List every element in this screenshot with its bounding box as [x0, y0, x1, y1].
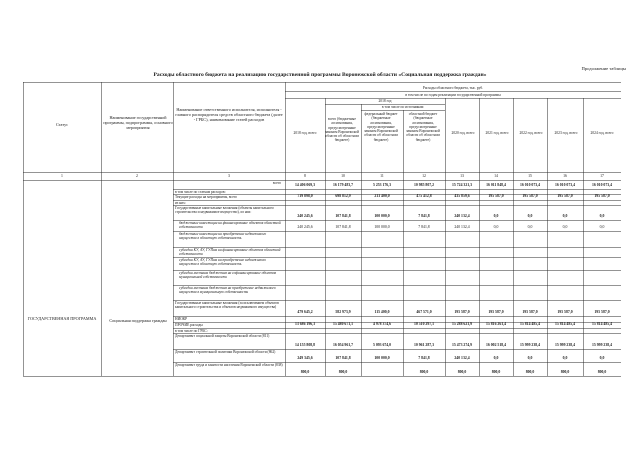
value-cell: 16 179 483,7 [333, 183, 353, 187]
header-year2018: 2018 год [378, 99, 392, 103]
column-number: 16 [563, 174, 567, 178]
column-number: 11 [380, 174, 384, 178]
column-number: 10 [341, 174, 345, 178]
value-cell: 800,0 [525, 370, 535, 374]
header-responsible: Наименование ответственного исполнителя, исполнителя - главного распорядителя средств областного бюджета (далее - ГРБС), наименование статей расходов [175, 107, 283, 122]
value-cell: 240 132,4 [454, 214, 470, 218]
value-cell: 240 245,6 [297, 225, 313, 229]
value-cell: 800,0 [491, 370, 501, 374]
row-label: Департамент строительной политики Воронежской области (862) [175, 349, 276, 354]
value-cell: 195 587,0 [488, 310, 504, 314]
value-cell: 15 999 238,4 [592, 343, 612, 347]
header-program-name: Наименование государственной программы, подпрограммы, основного мероприятия [103, 115, 173, 130]
value-cell: 698 812,9 [335, 194, 351, 198]
value-cell: 0,0 [493, 225, 499, 229]
value-cell: 7 841,8 [418, 214, 430, 218]
table-title: Расходы областного бюджета на реализацию государственной программы Воронежской области «Социальная поддержка граждан» [153, 72, 487, 78]
value-cell: 800,0 [300, 370, 310, 374]
value-cell: 800,0 [457, 370, 467, 374]
column-number: 13 [460, 174, 464, 178]
value-cell: 800,0 [419, 370, 429, 374]
value-cell: 0,0 [562, 356, 568, 360]
value-cell: 435 859,6 [454, 194, 470, 198]
value-cell: 15 816 261,4 [486, 322, 506, 326]
header-status: Статус [55, 122, 69, 127]
column-number: 8 [304, 174, 306, 178]
header-2018-sub1: всего (бюджетные ассигнования, предусмотренные законом Воронежской области об областном бюджете) [325, 117, 359, 143]
row-label: Текущие расходы на мероприятия, всего [175, 194, 237, 199]
column-number: 2 [136, 174, 138, 178]
row-label: субсидии местным бюджетам на приобретение недвижимого имущества в муниципальную собственность [179, 285, 276, 294]
value-cell: 10 985 807,2 [414, 183, 434, 187]
value-cell: 15 814 485,4 [592, 322, 612, 326]
row-label: Департамент социальной защиты Воронежской области (811) [175, 333, 270, 338]
value-cell: 195 587,0 [594, 310, 610, 314]
value-cell: 14 406 069,3 [295, 183, 315, 187]
value-cell: 15 999 238,4 [520, 343, 540, 347]
header-2018-sub2: федеральный бюджет (бюджетные ассигнования, предусмотренные законом Воронежской области об областном бюджете) [364, 112, 398, 142]
column-number: 15 [528, 174, 532, 178]
value-cell: 0,0 [599, 214, 605, 218]
value-cell: 16 010 073,4 [520, 183, 540, 187]
value-cell: 467 571,0 [416, 310, 432, 314]
value-cell: 475 412,8 [416, 194, 432, 198]
value-cell: 107 841,8 [335, 214, 351, 218]
value-cell: 15 288 621,9 [452, 322, 472, 326]
value-cell: 15 473 274,9 [452, 343, 472, 347]
row-label: из них: [175, 200, 186, 205]
value-cell: 5 253 176,3 [372, 183, 392, 187]
row-label: бюджетные инвестиции на приобретение недвижимого имущества в областную собственность [179, 231, 267, 240]
row-label: всего [272, 180, 281, 185]
row-label: Государственные капитальные вложения (за исключением объектов капитального строительства и объектов недвижимого имущества) [175, 300, 279, 309]
value-cell: 195 587,0 [557, 194, 573, 198]
expenses-table [23, 82, 621, 442]
row-label: субсидии местным бюджетам на софинансирование объектов муниципальной собственности [179, 270, 277, 279]
header-incl-sources: в том числе по источникам: [381, 105, 425, 109]
value-cell: 16 002 518,4 [486, 343, 506, 347]
header-2018-sub3: областной бюджет (бюджетные ассигнования, предусмотренные законом Воронежской области об областном бюджете) [406, 112, 440, 142]
column-number: 12 [422, 174, 426, 178]
value-cell: 800,0 [338, 370, 348, 374]
header-2020: 2020 год, всего [451, 131, 475, 135]
value-cell: 0,0 [562, 225, 568, 229]
value-cell: 240 132,4 [454, 356, 470, 360]
value-cell: 10 961 287,3 [414, 343, 434, 347]
value-cell: 800,0 [560, 370, 570, 374]
row-label: в том числе по статьям расходов: [175, 189, 226, 194]
value-cell: 15 480 671,1 [333, 322, 353, 326]
value-cell: 10 510 297,1 [414, 322, 434, 326]
value-cell: 7 841,8 [418, 356, 430, 360]
value-cell: 16 010 073,4 [555, 183, 575, 187]
header-2022: 2022 год, всего [519, 131, 543, 135]
value-cell: 100 000,0 [374, 356, 390, 360]
status-cell: ГОСУДАРСТВЕННАЯ ПРОГРАММА [27, 316, 97, 321]
value-cell: 0,0 [493, 214, 499, 218]
value-cell: 115 400,0 [374, 310, 390, 314]
value-cell: 14 155 808,8 [295, 343, 315, 347]
value-cell: 107 841,8 [335, 225, 351, 229]
value-cell: 16 054 961,7 [333, 343, 353, 347]
value-cell: 4 978 374,6 [372, 322, 392, 326]
row-label: субсидии КУ, АУ, ГУПам на финансирование объектов областной собственности [179, 247, 281, 256]
value-cell: 195 587,0 [594, 194, 610, 198]
value-cell: 0,0 [599, 225, 605, 229]
continuation-label: Продолжение таблицы [581, 66, 626, 71]
value-cell: 16 010 073,4 [592, 183, 612, 187]
value-cell: 0,0 [599, 356, 605, 360]
header-2021: 2021 год, всего [485, 131, 509, 135]
value-cell: 5 093 674,0 [372, 343, 392, 347]
value-cell: 0,0 [493, 356, 499, 360]
value-cell: 15 814 485,4 [555, 322, 575, 326]
program-cell: Социальная поддержка граждан [109, 318, 167, 323]
value-cell: 15 814 485,4 [520, 322, 540, 326]
value-cell: 240 132,4 [454, 225, 470, 229]
value-cell: 479 645,2 [297, 310, 313, 314]
header-2018-total: 2018 год, всего [293, 131, 317, 135]
value-cell: 0,0 [527, 356, 533, 360]
value-cell: 195 587,0 [454, 310, 470, 314]
value-cell: 249 345,6 [297, 356, 313, 360]
row-label: ПРОЧИЕ расходы [175, 322, 203, 327]
value-cell: 0,0 [562, 214, 568, 218]
row-label: субсидии КУ, АУ, ГУПам на приобретение недвижимого имущества в областную собственность [179, 257, 266, 266]
value-cell: 15 724 321,3 [452, 183, 472, 187]
value-cell: 7 841,8 [418, 225, 430, 229]
value-cell: 719 898,0 [297, 194, 313, 198]
value-cell: 213 400,0 [374, 194, 390, 198]
value-cell: 100 000,0 [374, 214, 390, 218]
header-2024: 2024 год, всего [590, 131, 614, 135]
value-cell: 0,0 [527, 225, 533, 229]
row-label: Государственные капитальные вложения (объекты капитального строительства и недвижимое имущество), из них: [175, 205, 274, 214]
column-number: 14 [494, 174, 498, 178]
value-cell: 16 011 848,4 [486, 183, 506, 187]
value-cell: 195 587,0 [522, 310, 538, 314]
row-label: Департамент труда и занятости населения Воронежской области (838) [175, 362, 283, 367]
value-cell: 240 245,6 [297, 214, 313, 218]
row-label: бюджетные инвестиции на финансирование объектов областной собственности [179, 220, 281, 229]
value-cell: 195 587,0 [522, 194, 538, 198]
header-by-years: в том числе по годам реализации государственной программы [405, 93, 501, 97]
row-label: НИОКР [175, 316, 188, 321]
value-cell: 100 000,0 [374, 225, 390, 229]
value-cell: 195 587,0 [488, 194, 504, 198]
column-number: 17 [600, 174, 604, 178]
value-cell: 13 686 196,3 [295, 322, 315, 326]
header-expenses-group: Расходы областного бюджета, тыс. руб. [422, 86, 484, 90]
column-number: 3 [228, 174, 230, 178]
value-cell: 582 973,9 [335, 310, 351, 314]
value-cell: 195 587,0 [557, 310, 573, 314]
table-grid [23, 82, 621, 442]
value-cell: 800,0 [597, 370, 607, 374]
row-label: в том числе по ГРБС: [175, 328, 208, 333]
value-cell: 15 999 238,4 [555, 343, 575, 347]
value-cell: 107 841,8 [335, 356, 351, 360]
value-cell: 0,0 [527, 214, 533, 218]
header-2023: 2023 год, всего [554, 131, 578, 135]
column-number: 1 [61, 174, 63, 178]
